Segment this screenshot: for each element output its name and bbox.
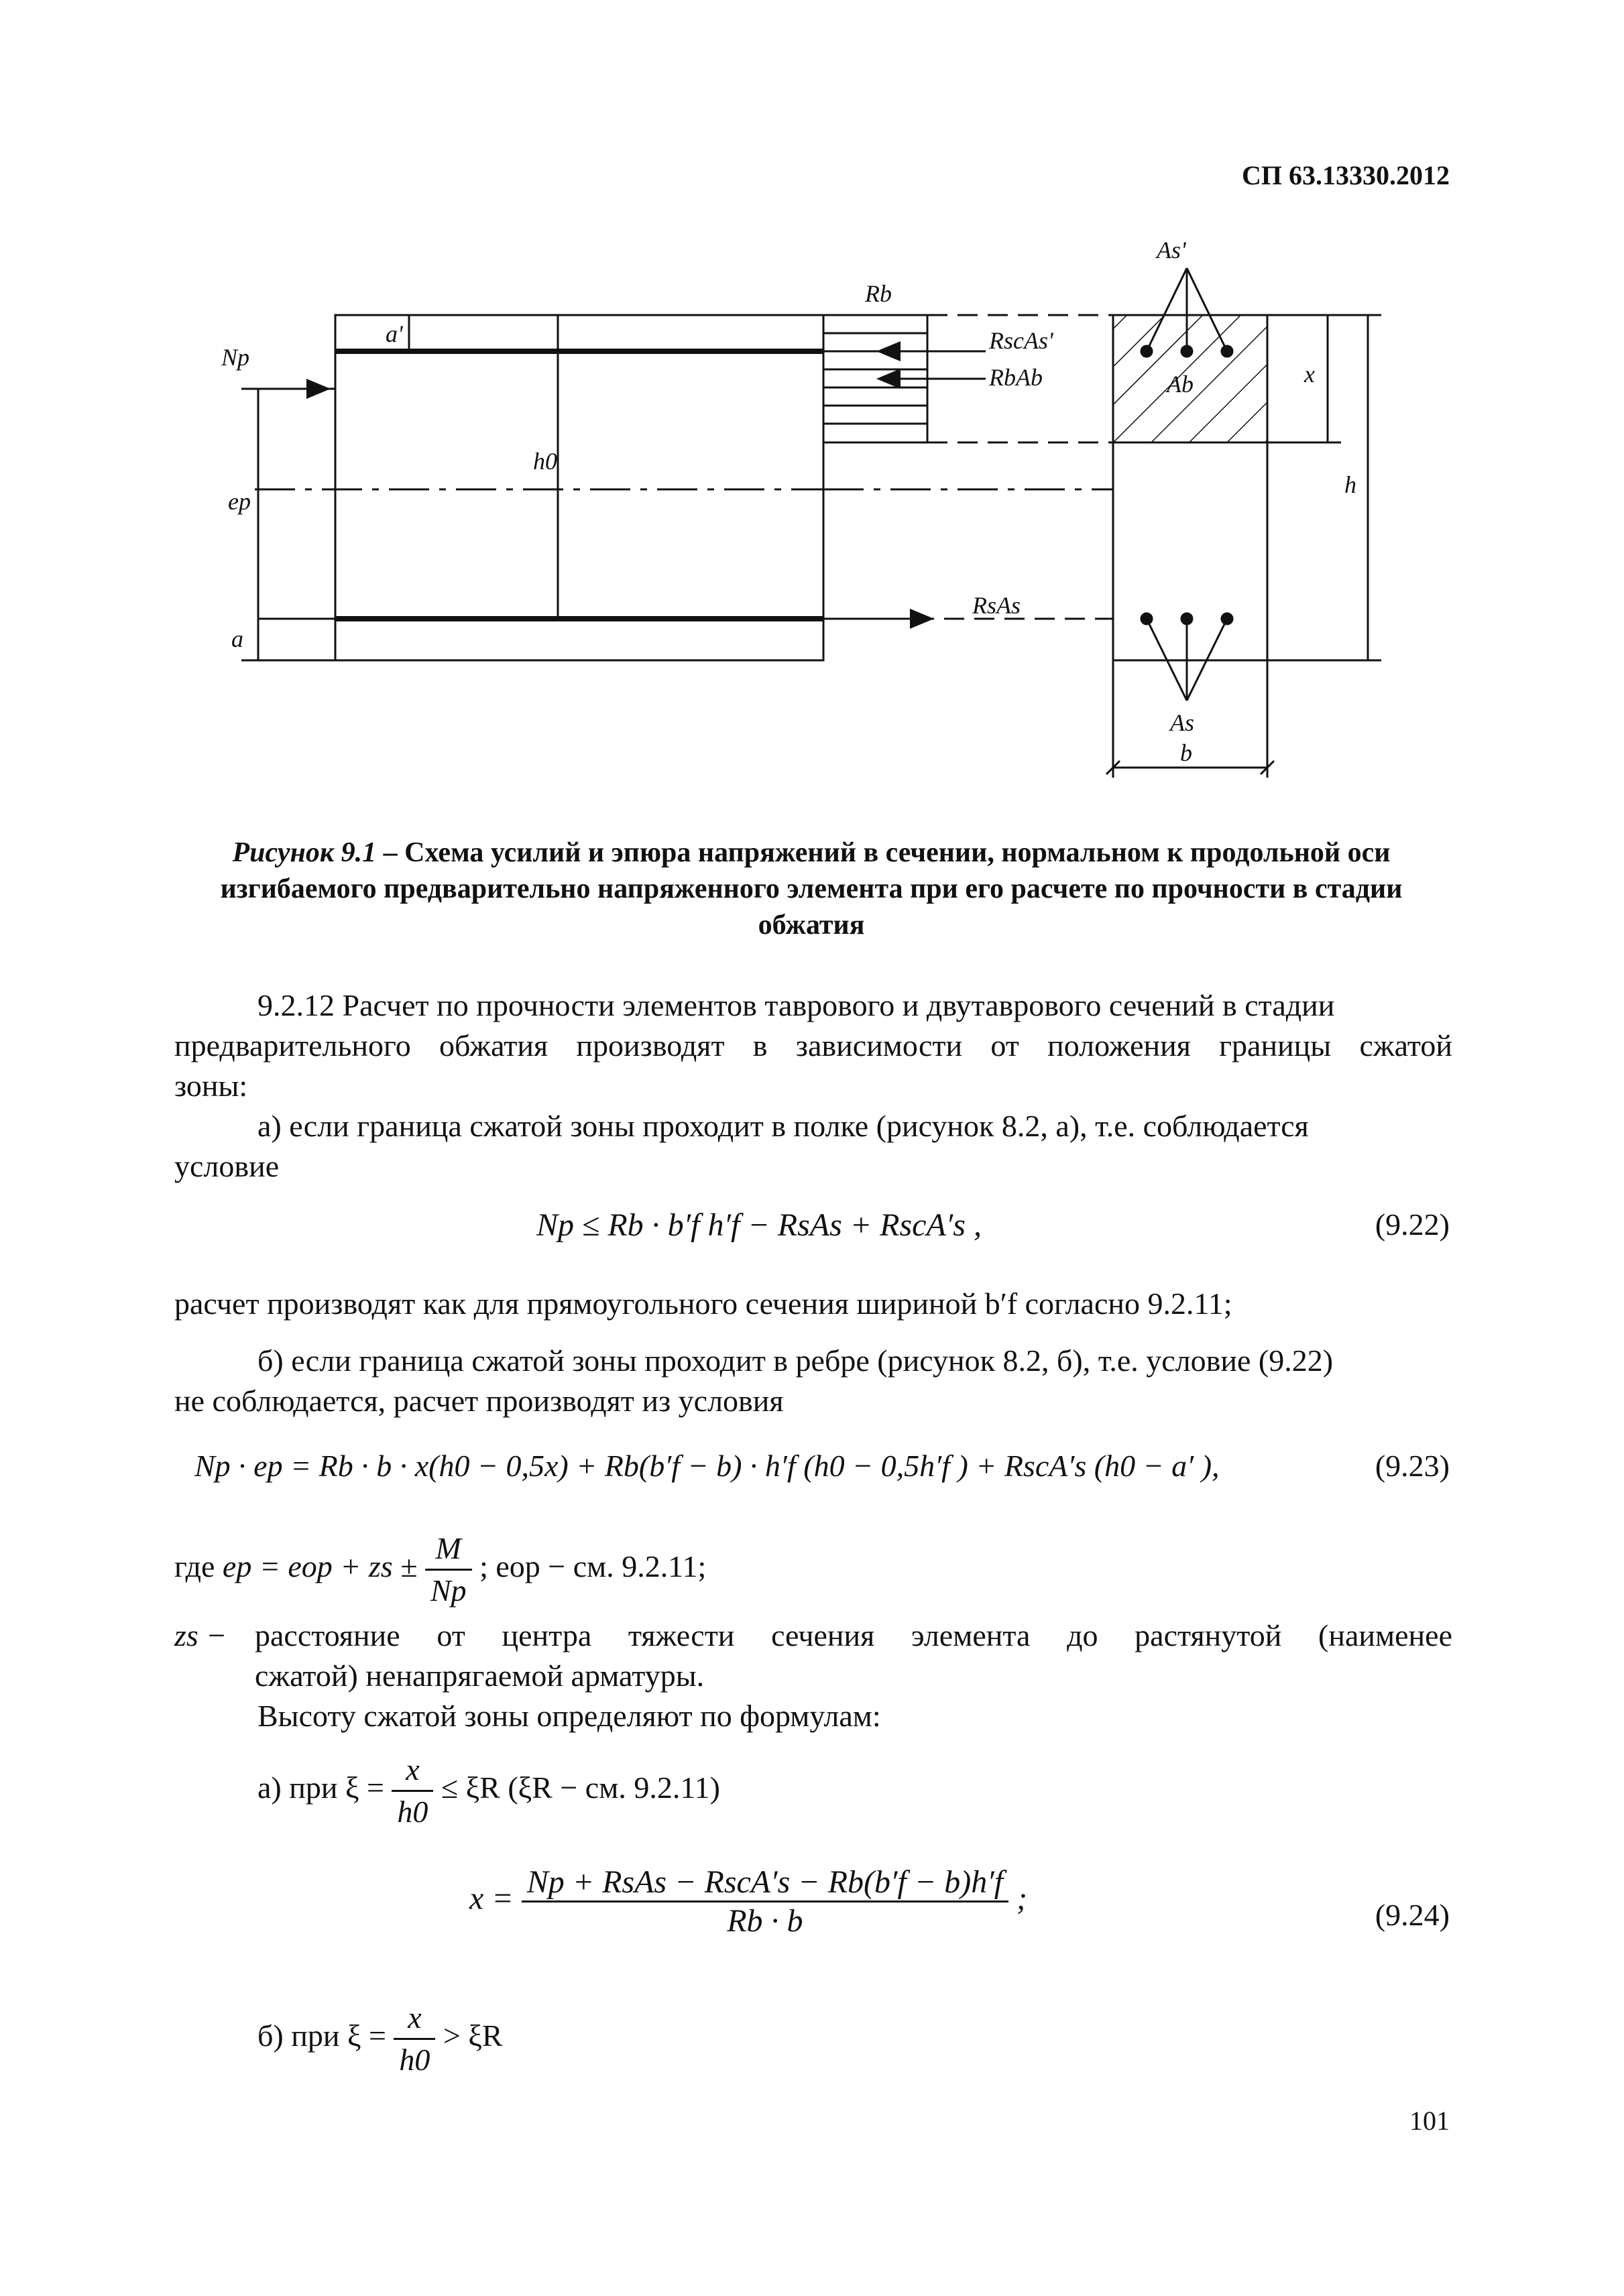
label-RsAs: RsAs — [972, 592, 1021, 619]
zs-definition-line1: расстояние от центра тяжести сечения элемента до растянутой (наименее — [255, 1618, 1452, 1652]
label-x: x — [1304, 361, 1315, 387]
case-a-prefix: а) при ξ = — [257, 1770, 384, 1805]
paragraph-9-2-12-line2: предварительного обжатия производят в зависимости от положения границы сжатой — [174, 1028, 1452, 1063]
eq924-tail: ; — [1017, 1880, 1028, 1917]
where-suffix: ; eop − см. 9.2.11; — [479, 1549, 707, 1584]
case-a-num: x — [392, 1750, 433, 1792]
where-prefix: где — [174, 1549, 215, 1584]
label-h: h — [1344, 471, 1356, 498]
label-Np: Np — [221, 344, 250, 371]
paragraph-9-2-12-line1: 9.2.12 Расчет по прочности элементов таврового и двутаврового сечений в стадии — [257, 988, 1335, 1022]
caption-text: Схема усилий и эпюра напряжений в сечении, нормальном к продольной оси изгибаемого предварительно напряженного элемента при его расчете по прочности в стадии обжатия — [220, 837, 1403, 941]
equation-9-24 — [469, 1864, 1027, 1939]
paragraph-rect-section: расчет производят как для прямоугольного сечения шириной b′f согласно 9.2.11; — [174, 1286, 1232, 1321]
where-Np: Np — [430, 1573, 467, 1608]
label-Rb: Rb — [865, 280, 892, 307]
label-ep: ep — [228, 488, 251, 515]
caption-dash: – — [376, 837, 405, 868]
label-RbAb: RbAb — [989, 364, 1043, 391]
case-a-xi — [257, 1750, 720, 1832]
where-ep: ep = eop + zs ± — [222, 1549, 418, 1584]
eq924-num: Np + RsAs − RscA′s − Rb(b′f − b)h′f — [522, 1864, 1008, 1902]
case-a-den: h0 — [397, 1795, 428, 1829]
caption-label: Рисунок 9.1 — [232, 837, 377, 868]
figure-caption — [181, 835, 1442, 943]
label-RscAs: RscAs' — [989, 327, 1053, 354]
case-b-den: h0 — [399, 2043, 430, 2077]
label-As: As — [1170, 709, 1194, 736]
case-b-suffix: > ξR — [443, 2018, 503, 2053]
equation-9-23-number: (9.23) — [1375, 1449, 1450, 1483]
label-Ab: Ab — [1167, 371, 1194, 398]
label-h0: h0 — [533, 448, 557, 475]
page-number: 101 — [1409, 2106, 1450, 2136]
eq924-lhs: x = — [469, 1880, 514, 1917]
case-b-xi — [257, 1998, 503, 2080]
paragraph-9-2-12-line3: зоны: — [174, 1069, 248, 1103]
label-b: b — [1180, 739, 1192, 766]
equation-9-24-number: (9.24) — [1375, 1898, 1450, 1932]
equation-9-22: Np ≤ Rb · b′f h′f − RsAs + RscA′s , — [536, 1207, 982, 1243]
case-b-line1: б) если граница сжатой зоны проходит в ребре (рисунок 8.2, б), т.е. условие (9.22) — [257, 1343, 1334, 1378]
zs-definition-line2: сжатой) ненапрягаемой арматуры. — [255, 1658, 705, 1693]
where-M: M — [425, 1528, 472, 1571]
label-a: a — [231, 625, 243, 652]
label-As-prime: As' — [1157, 237, 1186, 263]
case-b-num: x — [394, 1998, 435, 2040]
document-code: СП 63.13330.2012 — [1242, 160, 1450, 190]
equation-9-23: Np · ep = Rb · b · x(h0 − 0,5x) + Rb(b′f − b) · h′f (h0 − 0,5h′f ) + RscA′s (h0 − a′ ), — [194, 1449, 1220, 1483]
zs-term: zs − — [174, 1618, 227, 1652]
equation-9-22-number: (9.22) — [1375, 1207, 1450, 1242]
where-ep-definition — [174, 1528, 706, 1611]
case-a-line1: а) если граница сжатой зоны проходит в полке (рисунок 8.2, а), т.е. соблюдается — [257, 1109, 1309, 1143]
case-b-prefix: б) при ξ = — [257, 2018, 386, 2053]
eq924-den: Rb · b — [727, 1903, 803, 1939]
case-a-line2: условие — [174, 1149, 280, 1183]
paragraph-height-formulas: Высоту сжатой зоны определяют по формулам: — [257, 1699, 881, 1733]
force-diagram — [0, 221, 1624, 811]
label-a-prime: a' — [386, 320, 403, 347]
case-a-suffix: ≤ ξR (ξR − см. 9.2.11) — [441, 1770, 720, 1805]
case-b-line2: не соблюдается, расчет производят из условия — [174, 1384, 784, 1418]
